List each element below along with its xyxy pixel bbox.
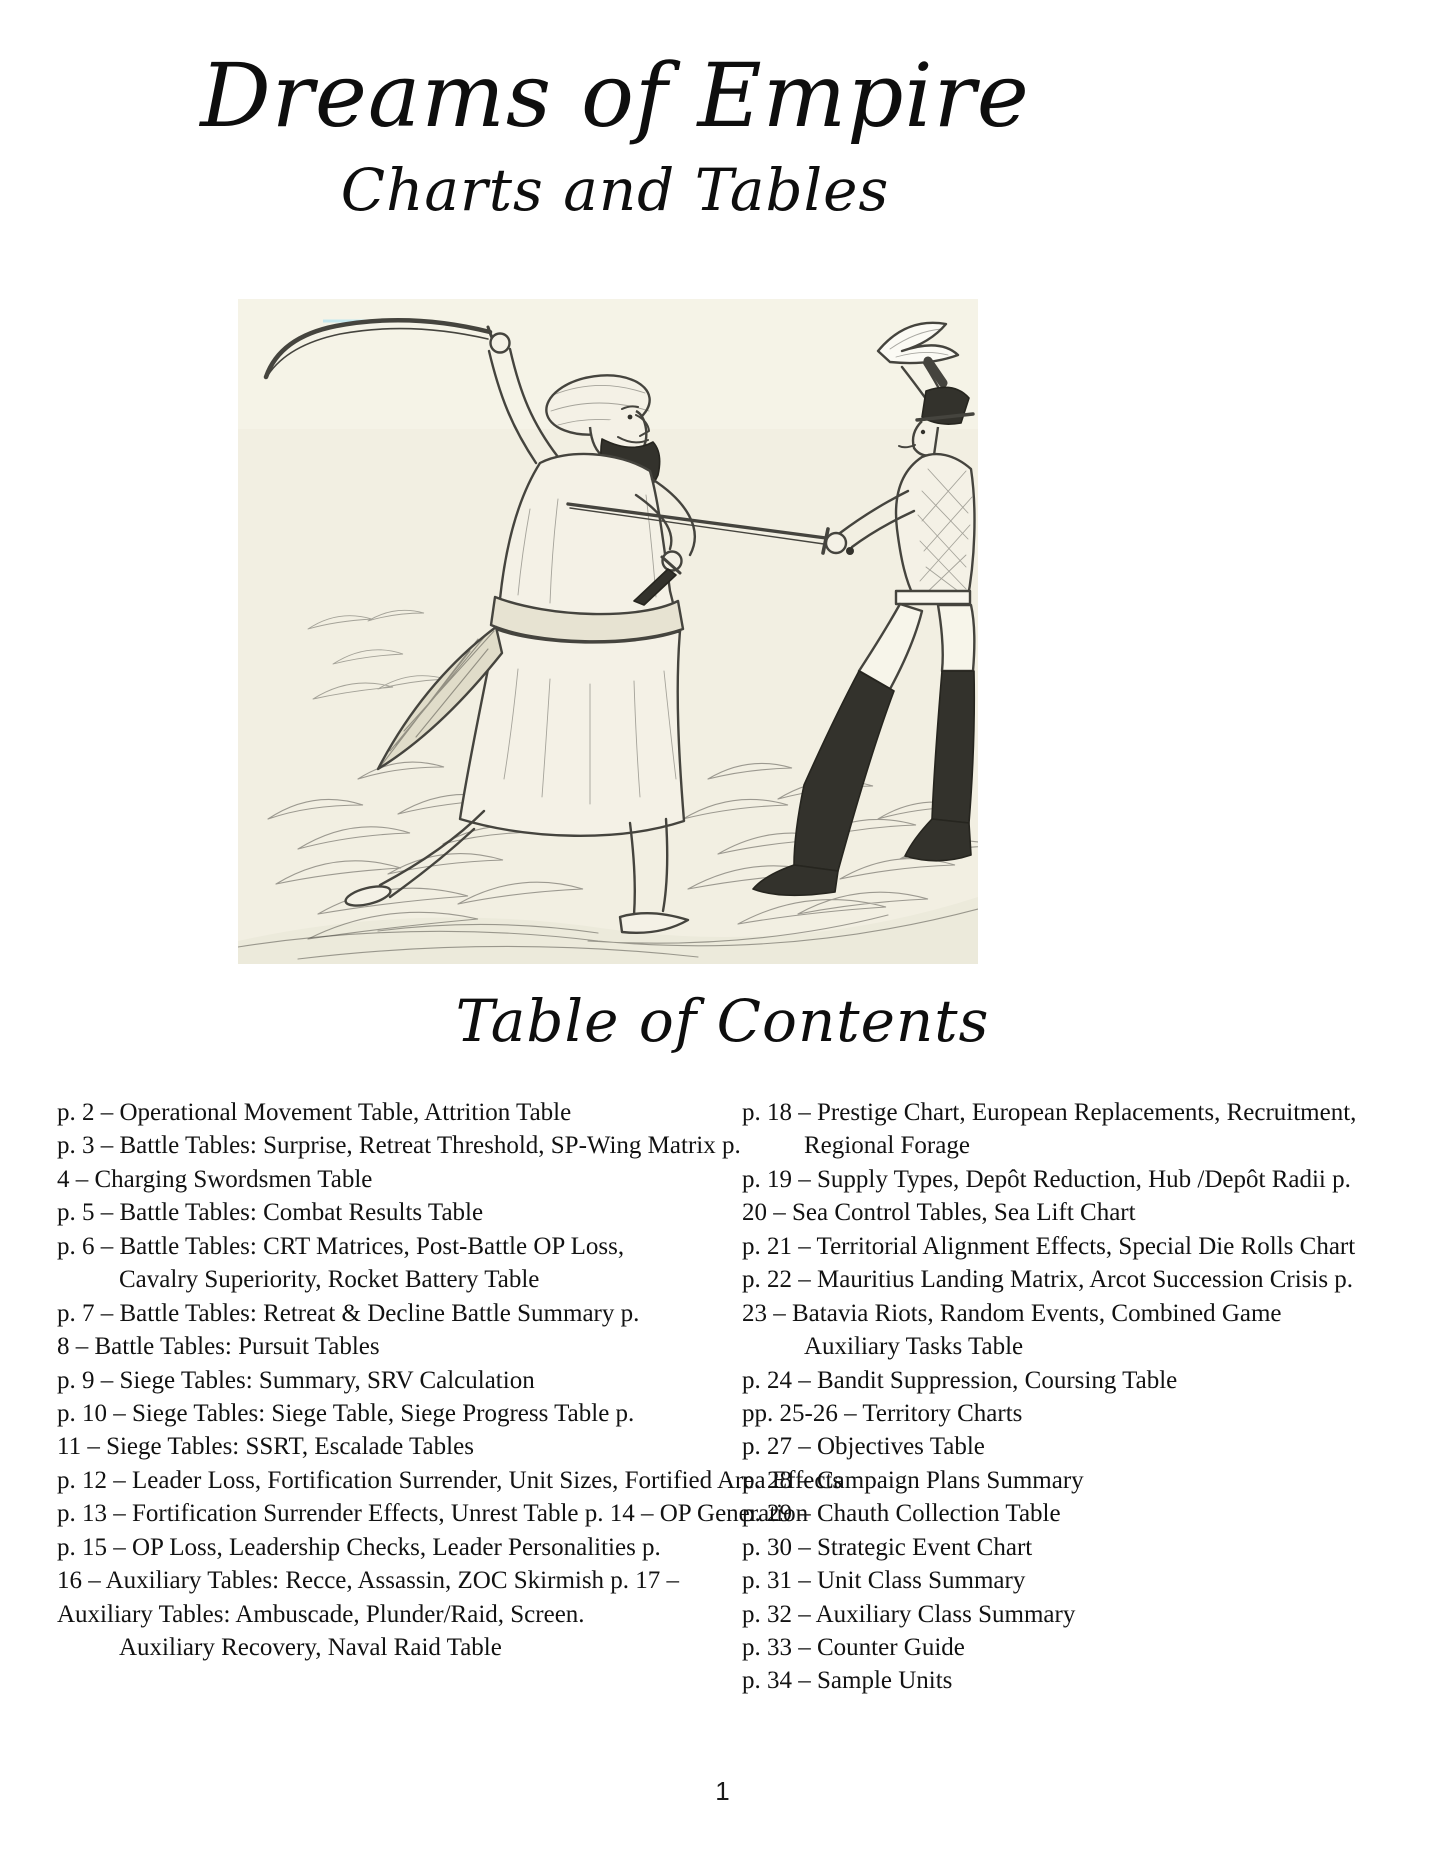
toc-line: p. 6 – Battle Tables: CRT Matrices, Post-Battle OP Loss, xyxy=(57,1232,625,1260)
toc-heading-wrap xyxy=(0,984,1445,1058)
toc-line: p. 19 – Supply Types, Depôt Reduction, Hub /Depôt Radii p. xyxy=(742,1165,1351,1193)
page-number: 1 xyxy=(715,1776,730,1806)
sabre-hand xyxy=(491,334,510,353)
toc-line: p. 24 – Bandit Suppression, Coursing Table xyxy=(742,1366,1178,1394)
toc-line: Cavalry Superiority, Rocket Battery Table xyxy=(119,1266,540,1294)
toc-line: 8 – Battle Tables: Pursuit Tables xyxy=(57,1333,380,1361)
toc-line: p. 7 – Battle Tables: Retreat & Decline Battle Summary p. xyxy=(57,1299,640,1327)
document-header xyxy=(0,40,1230,228)
toc-line: p. 32 – Auxiliary Class Summary xyxy=(742,1600,1076,1628)
toc-line: p. 28 – Campaign Plans Summary xyxy=(742,1466,1084,1494)
toc-line: p. 22 – Mauritius Landing Matrix, Arcot Succession Crisis p. xyxy=(742,1266,1354,1294)
toc-line: Auxiliary Recovery, Naval Raid Table xyxy=(119,1634,502,1661)
toc-line: p. 30 – Strategic Event Chart xyxy=(742,1533,1033,1561)
toc-line: 4 – Charging Swordsmen Table xyxy=(57,1165,373,1193)
toc-line: p. 12 – Leader Loss, Fortification Surrender, Unit Sizes, Fortified Area Effects xyxy=(57,1466,843,1494)
toc-line: p. 15 – OP Loss, Leadership Checks, Leader Personalities p. xyxy=(57,1533,661,1561)
jacket-torso xyxy=(896,454,974,602)
duel-illustration xyxy=(238,298,978,965)
toc-line: Auxiliary Tasks Table xyxy=(804,1333,1024,1361)
back-breech xyxy=(938,605,974,671)
toc-line: p. 13 – Fortification Surrender Effects, Unrest Table p. 14 – OP Generation xyxy=(57,1500,809,1528)
toc-line: Auxiliary Tables: Ambuscade, Plunder/Raid, Screen. xyxy=(57,1600,585,1628)
toc-column-left xyxy=(57,1096,842,1664)
toc-column-right xyxy=(742,1096,1356,1698)
toc-line: 20 – Sea Control Tables, Sea Lift Chart xyxy=(742,1199,1136,1227)
toc-line: p. 27 – Objectives Table xyxy=(742,1433,985,1461)
toc-line: p. 31 – Unit Class Summary xyxy=(742,1567,1026,1595)
toc-line: 11 – Siege Tables: SSRT, Escalade Tables xyxy=(57,1433,474,1461)
toc-line: p. 21 – Territorial Alignment Effects, Special Die Rolls Chart xyxy=(742,1232,1356,1260)
toc-heading: Table of Contents xyxy=(455,987,990,1055)
page-subtitle: Charts and Tables xyxy=(340,156,890,224)
toc-line: p. 5 – Battle Tables: Combat Results Table xyxy=(57,1199,484,1227)
toc-line: p. 29 – Chauth Collection Table xyxy=(742,1500,1061,1528)
toc-line: Regional Forage xyxy=(804,1132,970,1160)
toc-line: pp. 25-26 – Territory Charts xyxy=(742,1399,1023,1427)
toc-line: p. 18 – Prestige Chart, European Replacements, Recruitment, xyxy=(742,1099,1357,1126)
toc-line: p. 9 – Siege Tables: Summary, SRV Calculation xyxy=(57,1366,535,1394)
toc-line: p. 34 – Sample Units xyxy=(742,1667,953,1695)
toc-line: 16 – Auxiliary Tables: Recce, Assassin, ZOC Skirmish p. 17 – xyxy=(57,1567,680,1595)
toc-line: 23 – Batavia Riots, Random Events, Combined Game xyxy=(742,1299,1282,1327)
toc-line: p. 3 – Battle Tables: Surprise, Retreat Threshold, SP-Wing Matrix p. xyxy=(57,1132,741,1160)
toc-line: p. 33 – Counter Guide xyxy=(742,1634,965,1661)
waist-belt xyxy=(896,591,970,604)
page-title: Dreams of Empire xyxy=(200,44,1030,147)
toc-line: p. 10 – Siege Tables: Siege Table, Siege Progress Table p. xyxy=(57,1399,635,1427)
toc-line: p. 2 – Operational Movement Table, Attrition Table xyxy=(57,1099,572,1126)
sword-hand xyxy=(826,533,846,553)
